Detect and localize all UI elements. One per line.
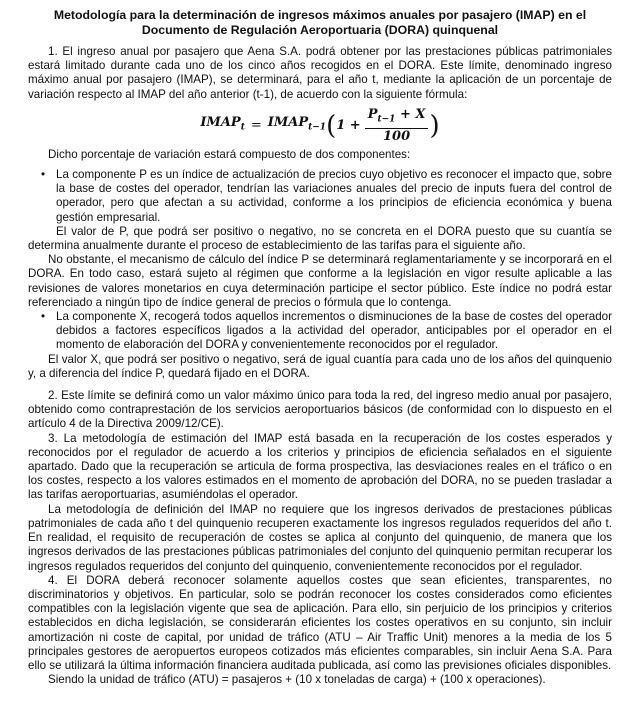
paragraph-x-value: El valor X, que podrá ser positivo o negativo, será de igual cuantía para cada uno de los años del quinquenio y, a diferencia del índice P, quedará fijado en el DORA. xyxy=(28,352,612,380)
paragraph-3: 2. Este límite se definirá como un valor máximo único para toda la red, del ingreso medio anual por pasajero, obtenido como contraprestación de los servicios aeroportuarios básicos (de conformidad con lo dispuesto en el artículo 4 de la Directiva 2009/12/CE). xyxy=(28,389,612,431)
document-title: Metodología para la determinación de ingresos máximos anuales por pasajero (IMAP) en el Documento de Regulación Aeroportuaria (DORA) quinquenal xyxy=(53,8,587,37)
formula-close-paren: ) xyxy=(429,110,440,141)
paragraph-p-mechanism: No obstante, el mecanismo de cálculo del índice P se determinará reglamentariamente y se incorporará en el DORA. En todo caso, estará sujeto al régimen que conforme a la legislación en vigor resulte aplicable a las revisiones de valores monetarios en cuya determinación participe el sector público. Este índice no podrá estar referenciado a ningún tipo de índice general de precios o fórmula que lo contenga. xyxy=(28,253,612,309)
bullet-component-x xyxy=(28,310,612,353)
formula-one-plus: 1 + xyxy=(336,117,361,133)
paragraph-4: 3. La metodología de estimación del IMAP está basada en la recuperación de los costes esperados y reconocidos por el regulador de acuerdo a los criterios y principios de eficiencia señalados en el siguiente apartado. Dado que la recuperación se articula de forma prospectiva, las desviaciones reales en el tráfico o en los costes, respecto a los valores estimados en el momento de aprobación del DORA, no se pueden trasladar a las tarifas aeroportuarias, asumiéndolas el operador. xyxy=(28,431,612,502)
bullet-component-p xyxy=(28,168,612,225)
bullet-dot: • xyxy=(40,168,46,182)
paragraph-1: 1. El ingreso anual por pasajero que Aena S.A. podrá obtener por las prestaciones públicas patrimoniales estará limitado durante cada uno de los cinco años recogidos en el DORA. Este límite, denominado ingreso máximo anual por pasajero (IMAP), se determinará, para el año t, mediante la aplicación de un porcentaje de variación respecto al IMAP del año anterior (t-1), de acuerdo con la siguiente fórmula: xyxy=(28,45,612,101)
formula-fraction xyxy=(365,108,429,144)
bullet-text: La componente X, recogerá todos aquellos incrementos o disminuciones de la base de costes del operador debidos a factores específicos ligados a la actividad del operador, anticipables por el operador en el momento de elaboración del DORA y convenientemente reconocidos por el regulador. xyxy=(56,310,612,352)
bullet-text: La componente P es un índice de actualización de precios cuyo objetivo es reconocer el impacto que, sobre la base de costes del operador, tendrían las variaciones anuales del precio de inputs fuera del control de operador, pero que afectan a su actividad, conforme a los principios de eficiencia económica y buena gestión empresarial. xyxy=(56,168,612,224)
paragraph-6: 4. El DORA deberá reconocer solamente aquellos costes que sean eficientes, transparentes, no discriminatorios y objetivos. En particular, solo se podrán reconocer los costes considerados como eficientes compatibles con la legislación vigente que sea de aplicación. Para ello, sin perjuicio de los principios y criterios establecidos en dicha legislación, se considerarán eficientes los costes operativos en su conjunto, sin incluir amortización ni coste de capital, por unidad de tráfico (ATU – Air Traffic Unit) menores a la media de los 5 principales gestores de aeropuertos europeos cotizados más eficientes comparables, sin incluir Aena S.A. Para ello se utilizará la última información financiera auditada publicada, así como las previsiones oficiales disponibles. xyxy=(28,573,612,672)
paragraph-5: La metodología de definición del IMAP no requiere que los ingresos derivados de prestaciones públicas patrimoniales de cada año t del quinquenio recuperen exactamente los ingresos regulados requeridos del año t. En realidad, el requisito de recuperación de costes se aplica al conjunto del quinquenio, de manera que los ingresos derivados de las prestaciones públicas patrimoniales del conjunto del quinquenio permitan recuperar los ingresos regulados requeridos del conjunto del quinquenio, convenientemente reconocidos por el regulador. xyxy=(28,502,612,573)
formula-numerator: $P_{t-1} + X$ xyxy=(365,108,429,129)
paragraph-7: Siendo la unidad de tráfico (ATU) = pasajeros + (10 x toneladas de carga) + (100 x operaciones). xyxy=(48,673,546,687)
bullet-dot: • xyxy=(40,310,46,324)
imap-formula xyxy=(28,104,612,148)
formula-lhs: $IMAP_t$ xyxy=(200,115,245,133)
formula-equals: = xyxy=(250,117,262,133)
paragraph-2: Dicho porcentaje de variación estará compuesto de dos componentes: xyxy=(48,147,411,161)
formula-rhs: $IMAP_{t-1}$ xyxy=(267,115,327,133)
paragraph-p-value: El valor de P, que podrá ser positivo o negativo, no se concreta en el DORA puesto que su cuantía se determina anualmente durante el proceso de establecimiento de las tarifas para el siguiente año. xyxy=(28,224,612,253)
formula-open-paren: ( xyxy=(326,110,337,141)
formula-denominator: 100 xyxy=(383,128,411,144)
